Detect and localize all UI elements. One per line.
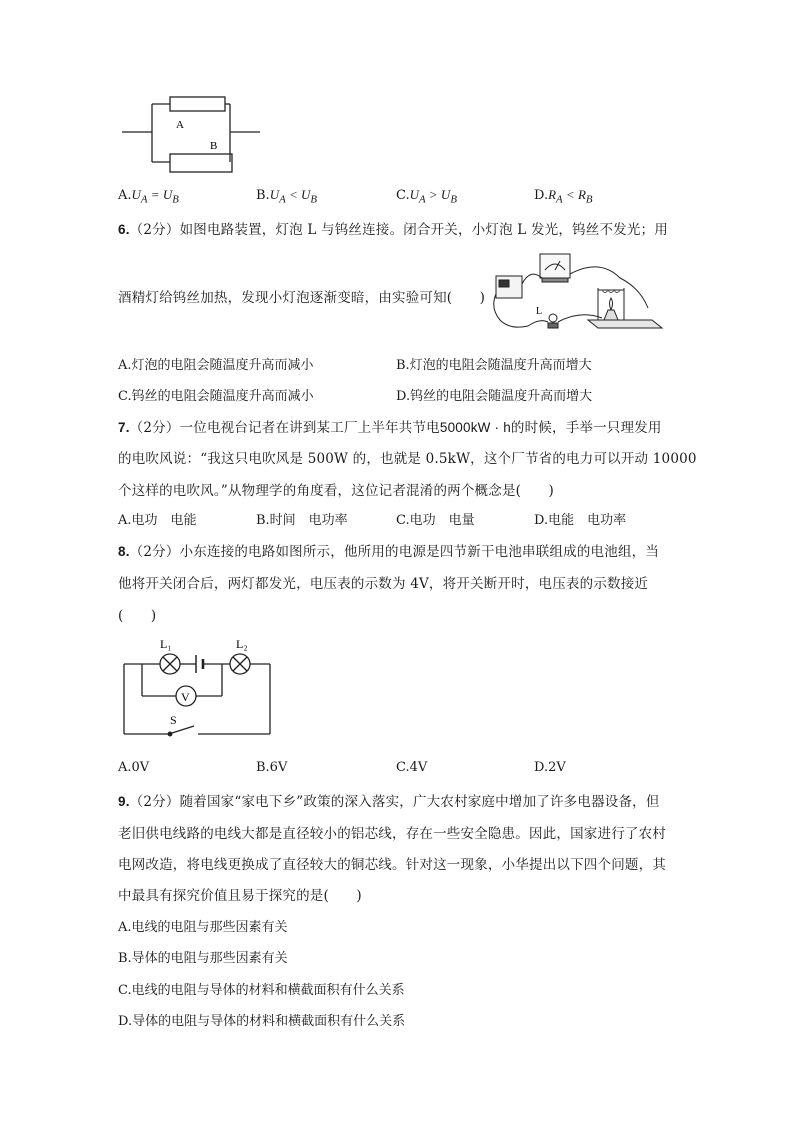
q6-number: 6. [118, 222, 130, 237]
energy-value: 5000kW · h [439, 420, 511, 435]
q8-option-b[interactable]: B.6V [256, 760, 288, 775]
q7-option-a[interactable]: A.电功 电能 [118, 513, 197, 528]
label-l2: L₂ [236, 637, 248, 651]
tungsten-experiment-diagram [490, 248, 678, 338]
q8-number: 8. [118, 544, 130, 559]
q8-line-3: ( ) [118, 608, 157, 624]
q7-points: （2分） [129, 420, 180, 436]
q7-line-3: 个这样的电吹风。”从物理学的角度看，这位记者混淆的两个概念是( ) [118, 483, 554, 499]
q5-option-c[interactable]: $C.U_A > U_B$ [396, 187, 457, 206]
q6-option-c[interactable]: C.钨丝的电阻会随温度升高而减小 [118, 389, 314, 404]
parallel-resistor-diagram [118, 92, 268, 184]
q5-option-b[interactable]: $B.U_A < U_B$ [256, 187, 317, 206]
resistor-b [170, 154, 232, 172]
q6-line-2: 酒精灯给钨丝加热，发现小灯泡逐渐变暗，由实验可知( ) [118, 290, 486, 306]
q9-line-4: 中最具有探究价值且易于探究的是( ) [118, 888, 362, 904]
q7-number: 7. [118, 420, 130, 435]
switch-s [172, 726, 194, 733]
q5-option-a[interactable]: $A.U_A = U_B$ [118, 187, 179, 206]
q8-line-2: 他将开关闭合后，两灯都发光，电压表的示数为 4V，将开关断开时，电压表的示数接近 [118, 576, 649, 592]
q6-points: （2分） [129, 222, 180, 238]
q9-option-d[interactable]: D.导体的电阻与导体的材料和横截面积有什么关系 [118, 1014, 406, 1029]
q9-line-1: 9.（2分）随着国家“家电下乡”政策的深入落实，广大农村家庭中增加了许多电器设备，但 [118, 794, 660, 810]
resistor-a [170, 97, 225, 111]
q7-option-d[interactable]: D.电能 电功率 [534, 513, 627, 528]
q9-line-2: 老旧供电线路的电线大都是直径较小的铝芯线，存在一些安全隐患。因此，国家进行了农村 [118, 826, 666, 842]
q8-option-d[interactable]: D.2V [534, 760, 566, 775]
label-l1: L₁ [160, 637, 172, 651]
q6-option-b[interactable]: B.灯泡的电阻会随温度升高而增大 [396, 358, 592, 373]
q8-option-a[interactable]: A.0V [118, 760, 150, 775]
q8-option-c[interactable]: C.4V [396, 760, 428, 775]
q9-points: （2分） [129, 794, 180, 810]
q5-option-d[interactable]: $D.R_A < R_B$ [534, 187, 593, 206]
q8-points: （2分） [129, 544, 180, 560]
q6-line-1: 6.（2分）如图电路装置，灯泡 L 与钨丝连接。闭合开关，小灯泡 L 发光，钨丝不发光；用 [118, 222, 668, 238]
label-v: V [181, 690, 190, 704]
q9-option-a[interactable]: A.电线的电阻与那些因素有关 [118, 920, 288, 935]
label-a: A [176, 119, 184, 131]
label-s: S [170, 713, 177, 727]
series-circuit-diagram [118, 630, 278, 745]
q6-option-a[interactable]: A.灯泡的电阻会随温度升高而减小 [118, 358, 314, 373]
q9-line-3: 电网改造，将电线更换成了直径较大的铜芯线。针对这一现象，小华提出以下四个问题，其 [118, 857, 666, 873]
q9-number: 9. [118, 794, 130, 809]
q8-line-1: 8.（2分）小东连接的电路如图所示，他所用的电源是四节新干电池串联组成的电池组，当 [118, 544, 660, 560]
label-b: B [210, 140, 218, 152]
q7-option-b[interactable]: B.时间 电功率 [256, 513, 348, 528]
q7-option-c[interactable]: C.电功 电量 [396, 513, 475, 528]
q7-line-1: 7.（2分）一位电视台记者在讲到某工厂上半年共节电5000kW · h的时候，手举一只理发用 [118, 420, 662, 436]
lamp-label-l: L [536, 306, 543, 317]
q6-option-d[interactable]: D.钨丝的电阻会随温度升高而增大 [396, 389, 593, 404]
q9-option-b[interactable]: B.导体的电阻与那些因素有关 [118, 951, 288, 966]
q9-option-c[interactable]: C.电线的电阻与导体的材料和横截面积有什么关系 [118, 983, 405, 998]
q7-line-2: 的电吹风说：“我这只电吹风是 500W 的，也就是 0.5kW，这个厂节省的电力可以开动 10000 [118, 451, 697, 467]
